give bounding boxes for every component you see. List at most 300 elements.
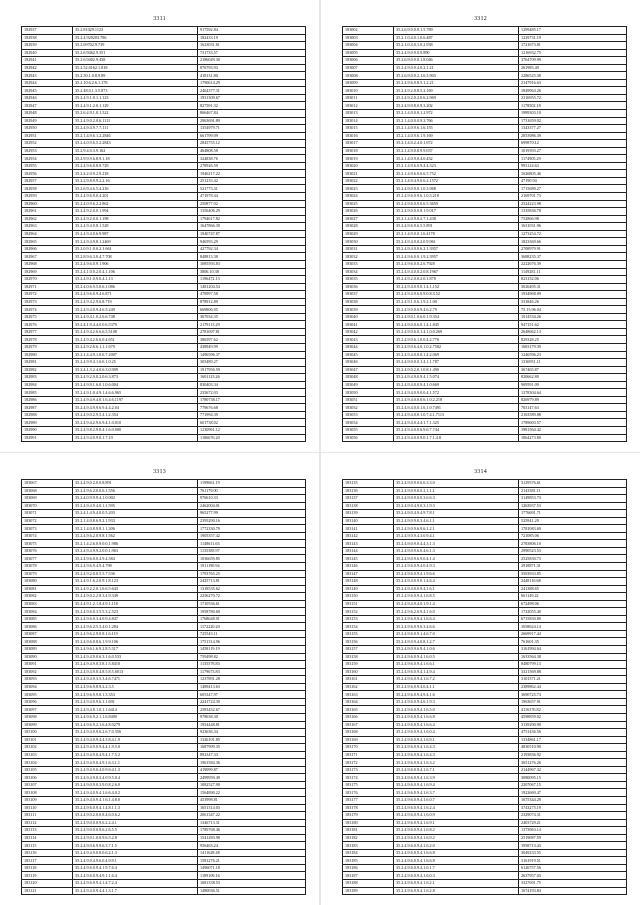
- table-row: [343, 200, 627, 208]
- record-id-cell: 183183: [343, 842, 394, 850]
- record-amount-cell: 1263937.53: [519, 502, 627, 510]
- table-row: [22, 411, 306, 419]
- record-amount-cell: 1647866.39: [198, 223, 306, 231]
- record-code-cell: 35.2.4.9.4.9.0.3.8.1.5.8410: [73, 661, 198, 669]
- table-row: [343, 759, 627, 767]
- table-row: [22, 804, 306, 812]
- table-row: [22, 336, 306, 344]
- record-amount-cell: 1922669.47: [519, 789, 627, 797]
- record-code-cell: 35.2.4.9.4.0.9.6.2.6.7.0.356: [73, 729, 198, 737]
- record-code-cell: 35.2.4.9.4.0.0.6.9.6.7.744: [394, 426, 519, 434]
- record-amount-cell: 1958780.60: [198, 608, 306, 616]
- record-id-cell: 183032: [343, 253, 394, 261]
- record-id-cell: 182980: [22, 351, 73, 359]
- table-row: [22, 593, 306, 601]
- record-code-cell: 35.2.4.9.4.9.0.8.0.6.2.1.3: [73, 849, 198, 857]
- record-amount-cell: 1356406.29: [198, 208, 306, 216]
- record-code-cell: 35.2.4.9.6.0.0.1.9.2.3957: [394, 253, 519, 261]
- page-sheet-4: [321, 453, 640, 905]
- record-amount-cell: 1237891.28: [198, 676, 306, 684]
- table-row: [22, 230, 306, 238]
- record-code-cell: 35.2.4.9.6.0.9.4.1.4.8.1.1.3: [73, 804, 198, 812]
- table-row: [22, 751, 306, 759]
- record-id-cell: 183005: [343, 49, 394, 57]
- record-id-cell: 182987: [22, 404, 73, 412]
- record-code-cell: 35.2.4.1.4.9.4.0.0.5.203: [73, 510, 198, 518]
- record-code-cell: 35.2.4.9.4.9.9.6.9.4.4.2.04: [73, 404, 198, 412]
- record-code-cell: 35.2.1.4.0.9.0.2.7.1.438: [394, 215, 519, 223]
- record-id-cell: 182959: [22, 193, 73, 201]
- record-amount-cell: 731733.57: [198, 49, 306, 57]
- table-row: [343, 608, 627, 616]
- record-code-cell: 35.2.6.9.0.0.9.1.5.789: [394, 27, 519, 35]
- record-id-cell: 182948: [22, 110, 73, 118]
- record-amount-cell: 1823369.66: [519, 238, 627, 246]
- record-amount-cell: 471978.44: [198, 193, 306, 201]
- record-amount-cell: 1772330.79: [198, 525, 306, 533]
- record-amount-cell: 823152.06: [519, 276, 627, 284]
- record-code-cell: 35.2.4.9.6.0.8.5.1.2.21: [394, 79, 519, 87]
- record-amount-cell: 1626805.46: [519, 170, 627, 178]
- record-amount-cell: 771994.39: [198, 411, 306, 419]
- record-id-cell: 183120: [22, 879, 73, 887]
- record-id-cell: 183168: [343, 729, 394, 737]
- record-code-cell: 35.2.4.9.6.0.9.4.1.6.8.2: [394, 827, 519, 835]
- record-amount-cell: 1790614.29: [198, 79, 306, 87]
- table-row: [22, 359, 306, 367]
- record-id-cell: 183176: [343, 789, 394, 797]
- record-amount-cell: 2499959.49: [198, 774, 306, 782]
- record-amount-cell: 2519087.59: [519, 834, 627, 842]
- record-amount-cell: 1378304.64: [519, 389, 627, 397]
- data-table-3: [21, 479, 306, 895]
- record-id-cell: 182946: [22, 94, 73, 102]
- record-code-cell: 35.2.2.9.8.9.9.2.2.16: [73, 177, 198, 185]
- record-amount-cell: 1373963.14: [519, 827, 627, 835]
- record-code-cell: 35.2.4.9.6.9.2.1.1.6.8400: [73, 713, 198, 721]
- table-row: [343, 668, 627, 676]
- record-code-cell: 35.2.1.4.9.6.0.9.4.4.323: [394, 162, 519, 170]
- record-code-cell: 35.2.1.4.0.9.0.4.0.432: [394, 155, 519, 163]
- table-row: [22, 759, 306, 767]
- record-id-cell: 182963: [22, 223, 73, 231]
- table-row: [22, 736, 306, 744]
- record-code-cell: 35.2.4.9.6.0.9.4.1.6.6.4: [394, 721, 519, 729]
- record-id-cell: 183119: [22, 872, 73, 880]
- record-code-cell: 35.2.4.9.0.9.4.0.2.1.21: [394, 64, 519, 72]
- table-row: [343, 193, 627, 201]
- record-amount-cell: 419099.87: [198, 766, 306, 774]
- table-row: [22, 389, 306, 397]
- record-id-cell: 183086: [22, 623, 73, 631]
- record-amount-cell: 947151.62: [519, 321, 627, 329]
- table-row: [343, 857, 627, 865]
- record-amount-cell: 241388.65: [519, 585, 627, 593]
- record-amount-cell: 1789603.57: [519, 419, 627, 427]
- record-code-cell: 35.2.4.9.4.9.9.2.0.0.1.963: [73, 547, 198, 555]
- record-id-cell: 182950: [22, 125, 73, 133]
- record-amount-cell: 2316955.72: [519, 94, 627, 102]
- table-row: [343, 600, 627, 608]
- record-id-cell: 183162: [343, 683, 394, 691]
- record-id-cell: 183161: [343, 676, 394, 684]
- record-id-cell: 182982: [22, 366, 73, 374]
- record-id-cell: 182941: [22, 57, 73, 65]
- record-id-cell: 183136: [343, 487, 394, 495]
- record-amount-cell: 1481204.54: [198, 283, 306, 291]
- record-amount-cell: 2637957.03: [519, 872, 627, 880]
- record-amount-cell: 1541283.98: [198, 834, 306, 842]
- record-amount-cell: 752866.98: [519, 215, 627, 223]
- record-id-cell: 183075: [22, 540, 73, 548]
- record-id-cell: 183182: [343, 834, 394, 842]
- record-id-cell: 182955: [22, 162, 73, 170]
- record-code-cell: 35.2.6.4.9.1.0.1.522: [73, 110, 198, 118]
- record-id-cell: 183189: [343, 887, 394, 895]
- table-row: [343, 502, 627, 510]
- record-id-cell: 182949: [22, 117, 73, 125]
- record-amount-cell: 1186676.20: [198, 434, 306, 442]
- record-code-cell: 35.2.4.9.0.4.9.6.0.4.9.9.1: [73, 857, 198, 865]
- record-code-cell: 35.2.4.9.6.0.9.4.6.1.9.3: [394, 698, 519, 706]
- record-id-cell: 182944: [22, 79, 73, 87]
- record-code-cell: 35.2.4.9.4.0.9.4.4.1.3.1.7: [73, 887, 198, 895]
- record-id-cell: 183110: [22, 804, 73, 812]
- record-amount-cell: 3101571.21: [519, 676, 627, 684]
- record-code-cell: 35.2.4.9.6.2.5.3.4.0.1.284: [73, 623, 198, 631]
- record-code-cell: 35.2.4.9.6.0.9.4.1.6.0.3: [394, 872, 519, 880]
- record-id-cell: 183144: [343, 547, 394, 555]
- record-amount-cell: 759498.82: [198, 653, 306, 661]
- record-amount-cell: 827591.32: [198, 102, 306, 110]
- table-row: [343, 781, 627, 789]
- record-id-cell: 182954: [22, 155, 73, 163]
- record-amount-cell: 1794617.82: [198, 215, 306, 223]
- record-amount-cell: 703147.63: [519, 404, 627, 412]
- record-id-cell: 183012: [343, 102, 394, 110]
- record-amount-cell: 1989303.10: [519, 110, 627, 118]
- data-table-4: [342, 479, 627, 895]
- record-id-cell: 183049: [343, 381, 394, 389]
- table-row: [22, 94, 306, 102]
- record-id-cell: 182988: [22, 411, 73, 419]
- table-row: [22, 842, 306, 850]
- record-id-cell: 183053: [343, 411, 394, 419]
- record-code-cell: 35.2.52.0162.1.818: [73, 64, 198, 72]
- record-code-cell: 35.2.4.9.8.2.9.0.4.1.6.0.000: [73, 426, 198, 434]
- table-row: [343, 230, 627, 238]
- table-row: [343, 170, 627, 178]
- record-id-cell: 183116: [22, 849, 73, 857]
- table-row: [22, 789, 306, 797]
- record-amount-cell: 1229731.19: [519, 34, 627, 42]
- record-id-cell: 183146: [343, 563, 394, 571]
- record-amount-cell: 923636.34: [198, 729, 306, 737]
- record-amount-cell: 261985.49: [519, 64, 627, 72]
- record-code-cell: 35.2.4.9.4.0.0.9.4.1.0.669: [394, 381, 519, 389]
- record-code-cell: 35.2.4.9.0.2.0.0.8.4.6.0.6.2: [73, 812, 198, 820]
- table-row: [22, 208, 306, 216]
- record-amount-cell: 1149281.11: [519, 268, 627, 276]
- record-code-cell: 35.2.4.9.4.0.6.9.987: [73, 230, 198, 238]
- record-amount-cell: 829328.25: [519, 336, 627, 344]
- record-amount-cell: 1318535.62: [198, 585, 306, 593]
- record-amount-cell: 1335836.78: [519, 208, 627, 216]
- record-id-cell: 183024: [343, 193, 394, 201]
- record-amount-cell: 1911190.94: [198, 563, 306, 571]
- record-amount-cell: 3743275.19: [519, 804, 627, 812]
- record-code-cell: 35.2.6.9462.9.351: [73, 49, 198, 57]
- record-id-cell: 182961: [22, 208, 73, 216]
- table-row: [22, 374, 306, 382]
- record-id-cell: 183188: [343, 879, 394, 887]
- table-row: [343, 177, 627, 185]
- record-id-cell: 183044: [343, 343, 394, 351]
- record-id-cell: 183115: [22, 842, 73, 850]
- record-id-cell: 183051: [343, 396, 394, 404]
- record-id-cell: 183079: [22, 570, 73, 578]
- record-amount-cell: 2329074.31: [519, 812, 627, 820]
- table-row: [22, 147, 306, 155]
- record-code-cell: 35.2.4.9.1.0.6.1.9.2.1.00: [394, 298, 519, 306]
- record-amount-cell: 1189109.16: [198, 872, 306, 880]
- table-row: [343, 155, 627, 163]
- record-code-cell: 35.2.4.0.6.9.5.0.6.1.086: [73, 283, 198, 291]
- table-row: [22, 34, 306, 42]
- record-code-cell: 35.2.4.9.2.0.0.1.198: [73, 215, 198, 223]
- record-code-cell: 35.2.4.9.6.2.0.9.4.1.6.0: [394, 608, 519, 616]
- record-code-cell: 35.2.4.9.6.9.9.8.1.3.353: [73, 691, 198, 699]
- record-code-cell: 35.2.4.9.6.0.9.4.1.4.7.2.4: [73, 879, 198, 887]
- record-id-cell: 183042: [343, 328, 394, 336]
- record-amount-cell: 250877.02: [198, 200, 306, 208]
- record-amount-cell: 2669917.44: [519, 630, 627, 638]
- record-id-cell: 183076: [22, 547, 73, 555]
- table-row: [343, 849, 627, 857]
- table-row: [22, 834, 306, 842]
- record-amount-cell: 235672.03: [198, 389, 306, 397]
- record-code-cell: 35.2.4.9.0.9.0.3.4.6.1.1: [394, 517, 519, 525]
- table-row: [343, 879, 627, 887]
- record-amount-cell: 1036659.85: [198, 555, 306, 563]
- record-amount-cell: 1196472.13: [198, 276, 306, 284]
- record-code-cell: 35.2.4.9.6.1.6.9.2.8.5.317: [73, 646, 198, 654]
- record-id-cell: 183052: [343, 404, 394, 412]
- record-id-cell: 183014: [343, 117, 394, 125]
- record-code-cell: 35.2.1.4.2.6.0.9.0.0.1.986: [73, 540, 198, 548]
- table-row: [343, 321, 627, 329]
- record-id-cell: 183026: [343, 208, 394, 216]
- record-id-cell: 183093: [22, 676, 73, 684]
- record-amount-cell: 6715830.80: [519, 615, 627, 623]
- record-amount-cell: 2395290.16: [198, 517, 306, 525]
- record-code-cell: 35.2.4.9.0.2.0.6.1111: [73, 117, 198, 125]
- record-amount-cell: 1085593.83: [198, 260, 306, 268]
- page-sheet-2: [321, 0, 640, 452]
- record-id-cell: 183055: [343, 426, 394, 434]
- table-row: [22, 193, 306, 201]
- table-row: [343, 253, 627, 261]
- record-amount-cell: 605347.97: [198, 691, 306, 699]
- record-code-cell: 35.2.1.4.9.6.1.2.2846: [73, 132, 198, 140]
- record-amount-cell: 820662.80: [519, 374, 627, 382]
- page-number-4: 3314: [474, 469, 487, 475]
- record-code-cell: 35.2.4.9.4.9.8.1.2469: [73, 238, 198, 246]
- record-code-cell: 35.2.4.9.6.0.0.4.9.4.584: [73, 555, 198, 563]
- record-id-cell: 183073: [22, 525, 73, 533]
- record-id-cell: 183069: [22, 495, 73, 503]
- record-code-cell: 35.2.4.9.6.9.6.5.5.891: [394, 223, 519, 231]
- table-row: [22, 540, 306, 548]
- table-row: [343, 819, 627, 827]
- table-row: [22, 661, 306, 669]
- table-row: [22, 517, 306, 525]
- record-code-cell: 35.2.4.9.6.0.9.4.1.6.7.1: [394, 766, 519, 774]
- record-amount-cell: 965277.99: [198, 510, 306, 518]
- record-amount-cell: 2783806.10: [519, 540, 627, 548]
- record-id-cell: 183167: [343, 721, 394, 729]
- record-id-cell: 183175: [343, 781, 394, 789]
- table-row: [22, 563, 306, 571]
- record-id-cell: 183095: [22, 691, 73, 699]
- record-amount-cell: 1710536.61: [198, 600, 306, 608]
- table-row: [343, 72, 627, 80]
- table-row: [22, 276, 306, 284]
- table-row: [22, 245, 306, 253]
- record-id-cell: 183025: [343, 200, 394, 208]
- record-id-cell: 182938: [22, 34, 73, 42]
- record-id-cell: 183027: [343, 215, 394, 223]
- record-id-cell: 183153: [343, 615, 394, 623]
- record-code-cell: 35.2.4.9.4.0.9.6.1.1.691: [73, 698, 198, 706]
- table-row: [343, 64, 627, 72]
- record-id-cell: 183106: [22, 774, 73, 782]
- record-id-cell: 183147: [343, 570, 394, 578]
- record-amount-cell: 324838.76: [198, 155, 306, 163]
- record-code-cell: 35.2.4.9.0.9.0.3.9.0.8.2.6.0: [73, 781, 198, 789]
- record-code-cell: 35.2.4.9.6.0.9.4.1.6.6.8: [394, 713, 519, 721]
- table-row: [343, 495, 627, 503]
- table-row: [343, 185, 627, 193]
- table-row: [343, 260, 627, 268]
- table-row: [343, 532, 627, 540]
- table-row: [343, 661, 627, 669]
- record-amount-cell: 1683179.39: [519, 343, 627, 351]
- record-amount-cell: 4751436.56: [519, 729, 627, 737]
- record-amount-cell: 830403.34: [198, 381, 306, 389]
- record-amount-cell: 1776691.71: [519, 510, 627, 518]
- record-id-cell: 183101: [22, 736, 73, 744]
- record-id-cell: 182973: [22, 298, 73, 306]
- table-row: [22, 426, 306, 434]
- record-amount-cell: 367465.87: [519, 366, 627, 374]
- record-amount-cell: 1230961.12: [198, 426, 306, 434]
- record-amount-cell: 1623031.61: [198, 42, 306, 50]
- record-id-cell: 182943: [22, 72, 73, 80]
- record-code-cell: 35.2.4.9.2.2.0.1.6.6.5.643: [73, 585, 198, 593]
- table-row: [343, 827, 627, 835]
- record-amount-cell: 1715689.27: [519, 185, 627, 193]
- record-amount-cell: 3764709.99: [519, 57, 627, 65]
- record-id-cell: 183170: [343, 744, 394, 752]
- record-amount-cell: 866467.84: [198, 110, 306, 118]
- record-amount-cell: 1174905.29: [519, 155, 627, 163]
- record-code-cell: 35.2.4.9.1.0.9.0.4.1.13: [73, 276, 198, 284]
- record-amount-cell: 1793765.25: [198, 570, 306, 578]
- table-row: [343, 721, 627, 729]
- record-amount-cell: 779676.68: [198, 404, 306, 412]
- table-row: [343, 396, 627, 404]
- record-code-cell: 35.2.4.9.6.9.0.4.201: [73, 193, 198, 201]
- record-amount-cell: 3161919.51: [519, 857, 627, 865]
- record-code-cell: 35.2.4.9.4.2.9.6.8.719: [73, 298, 198, 306]
- table-row: [343, 313, 627, 321]
- record-id-cell: 182939: [22, 42, 73, 50]
- record-code-cell: 35.2.1.4.0.8.6.9.2.1.933: [73, 517, 198, 525]
- record-code-cell: 35.2.1.4.9.0.8.9.9.037: [394, 147, 519, 155]
- table-row: [22, 721, 306, 729]
- record-amount-cell: 2241724.39: [198, 698, 306, 706]
- record-amount-cell: 1019393.27: [519, 147, 627, 155]
- record-id-cell: 183157: [343, 646, 394, 654]
- record-id-cell: 183172: [343, 759, 394, 767]
- record-amount-cell: 1733055.40: [519, 608, 627, 616]
- record-amount-cell: 1172220.20: [198, 623, 306, 631]
- table-row: [22, 827, 306, 835]
- record-id-cell: 183071: [22, 510, 73, 518]
- record-id-cell: 183010: [343, 87, 394, 95]
- record-code-cell: 35.2.4.9.6.0.9.4.1.6.6.8: [394, 857, 519, 865]
- record-code-cell: 35.2.4.9.0.9.6.9.6.1.2.1: [394, 525, 519, 533]
- record-amount-cell: 1246596.23: [519, 351, 627, 359]
- record-amount-cell: 2144967.32: [519, 766, 627, 774]
- table-row: [343, 887, 627, 895]
- table-row: [343, 102, 627, 110]
- record-id-cell: 182962: [22, 215, 73, 223]
- record-amount-cell: 1934968.09: [519, 291, 627, 299]
- table-row: [22, 668, 306, 676]
- record-amount-cell: 182433.19: [198, 34, 306, 42]
- record-code-cell: 35.2.4.9.6.0.9.4.1.6.0.5: [394, 653, 519, 661]
- record-amount-cell: 1681338.53: [198, 879, 306, 887]
- record-id-cell: 183004: [343, 42, 394, 50]
- table-row: [343, 117, 627, 125]
- record-amount-cell: 1135578.83: [198, 661, 306, 669]
- table-row: [343, 351, 627, 359]
- table-row: [22, 812, 306, 820]
- record-amount-cell: 909591.09: [519, 381, 627, 389]
- record-id-cell: 183046: [343, 359, 394, 367]
- table-row: [343, 411, 627, 419]
- table-row: [22, 646, 306, 654]
- record-code-cell: 35.2.4.9.0.9.6.9.4.1.0.6: [394, 646, 519, 654]
- record-id-cell: 183033: [343, 260, 394, 268]
- table-row: [22, 328, 306, 336]
- record-id-cell: 183029: [343, 230, 394, 238]
- record-amount-cell: 2425713.81: [198, 578, 306, 586]
- record-id-cell: 183137: [343, 495, 394, 503]
- record-id-cell: 183089: [22, 646, 73, 654]
- table-row: [343, 683, 627, 691]
- table-row: [22, 298, 306, 306]
- table-row: [343, 208, 627, 216]
- table-row: [22, 343, 306, 351]
- table-row: [22, 49, 306, 57]
- record-id-cell: 182989: [22, 419, 73, 427]
- page-number-3: 3313: [153, 469, 166, 475]
- table-row: [343, 359, 627, 367]
- record-id-cell: 183173: [343, 766, 394, 774]
